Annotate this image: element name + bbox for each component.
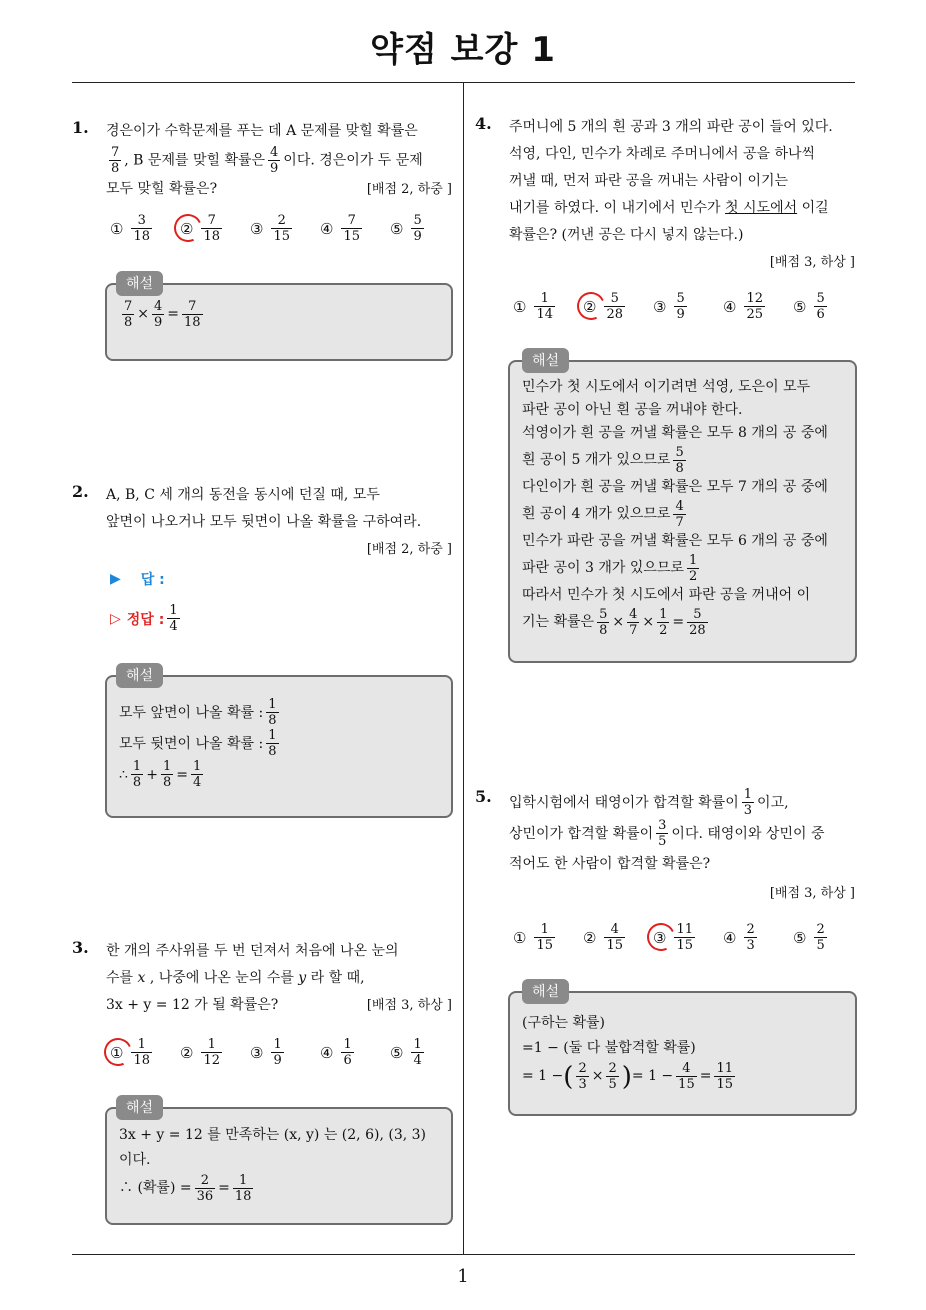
score-label: [배점 3, 하상 ] [769, 255, 855, 270]
page-title: 약점 보강 1 [370, 30, 556, 70]
solution-line: =1 − (둘 다 불합격할 확률) [522, 1040, 696, 1056]
question-text [106, 938, 452, 1019]
score-label: [배점 2, 하중 ] [366, 542, 452, 557]
fraction: $\frac{4}{9}$ [270, 145, 279, 176]
question-line: 적어도 한 사람이 합격할 확률은? [509, 856, 711, 872]
answer-label: 답 : [140, 572, 165, 588]
question-line: A, B, C 세 개의 동전을 동시에 던질 때, 모두 [106, 487, 380, 503]
solution-line: 민수가 파란 공을 꺼낼 확률은 모두 6 개의 공 중에 [522, 533, 828, 549]
page-number: 1 [457, 1266, 469, 1287]
question-line: 경은이가 수학문제를 푸는 데 A 문제를 맞힐 확률은 [106, 123, 418, 139]
solution-box-q5 [508, 991, 857, 1116]
choices-q3 [110, 1037, 450, 1068]
solution-line: 다인이가 흰 공을 꺼낼 확률은 모두 7 개의 공 중에 [522, 479, 828, 495]
question-text [509, 114, 855, 276]
question-3 [72, 938, 452, 1019]
solution-box-q4 [508, 360, 857, 663]
question-5 [475, 787, 855, 909]
choice-3[interactable]: ③ $\frac{1}{9}$ [250, 1037, 282, 1068]
question-line: 석영, 다인, 민수가 차례로 주머니에서 공을 하나씩 [509, 146, 816, 162]
solution-line: 석영이가 흰 공을 꺼낼 확률은 모두 8 개의 공 중에 [522, 425, 828, 441]
choice-4[interactable]: ④ $\frac{2}{3}$ [723, 922, 755, 953]
question-line: 수를 x , 나중에 나온 눈의 수를 y 라 할 때, [106, 970, 365, 986]
choice-4[interactable]: ④ $\frac{7}{15}$ [320, 213, 360, 244]
choice-3[interactable]: ③ $\frac{2}{15}$ [250, 213, 290, 244]
solution-line: 민수가 첫 시도에서 이기려면 석영, 도은이 모두 [522, 379, 811, 395]
solution-line: $\frac{7}{8}$ × $\frac{4}{9}$ = $\frac{7}{18}$ [124, 299, 201, 330]
solution-tag: 해설 [522, 348, 569, 373]
solution-tag: 해설 [116, 1095, 163, 1120]
column-divider [463, 82, 464, 1254]
solution-box-q3 [105, 1107, 453, 1225]
choice-5[interactable]: ⑤ $\frac{2}{5}$ [793, 922, 825, 953]
choice-1[interactable]: ① $\frac{3}{18}$ [110, 213, 150, 244]
answer-row [110, 569, 165, 589]
question-line: 내기를 하였다. 이 내기에서 민수가 첫 시도에서 이길 [509, 200, 829, 216]
choice-5[interactable]: ⑤ $\frac{1}{4}$ [390, 1037, 422, 1068]
solution-box-q2 [105, 675, 453, 818]
question-line: 입학시험에서 태영이가 합격할 확률이 $\frac{1}{3}$ 이고, [509, 787, 789, 818]
question-number: 1. [72, 118, 89, 137]
choice-4[interactable]: ④ $\frac{1}{6}$ [320, 1037, 352, 1068]
choice-3[interactable]: ③ $\frac{5}{9}$ [653, 291, 685, 322]
solution-line: ∴ (확률) = $\frac{2}{36}$ = $\frac{1}{18}$ [119, 1173, 252, 1204]
choice-1[interactable]: ① $\frac{1}{18}$ [110, 1037, 180, 1068]
question-1 [72, 118, 452, 203]
score-label: [배점 2, 하중 ] [366, 182, 452, 197]
solution-line: = 1 − ( $\frac{2}{3}$ × $\frac{2}{5}$ ) = 1 − $\frac{4}{15}$ = $\frac{11}{15}$ [522, 1061, 733, 1092]
correct-answer-value: $\frac{1}{4}$ [169, 603, 178, 634]
question-text [509, 787, 855, 909]
choices-q4 [513, 291, 853, 322]
solution-line: 흰 공이 5 개가 있으므로 $\frac{5}{8}$ [522, 445, 684, 476]
question-line: 꺼낼 때, 먼저 파란 공을 꺼내는 사람이 이기는 [509, 173, 789, 189]
choice-1[interactable]: ① $\frac{1}{14}$ [513, 291, 553, 322]
solution-line: 기는 확률은 $\frac{5}{8}$ × $\frac{4}{7}$ × $\frac{1}{2}$ = $\frac{5}{28}$ [522, 607, 706, 638]
question-number: 3. [72, 938, 89, 957]
solution-line: 파란 공이 아닌 흰 공을 꺼내야 한다. [522, 402, 743, 418]
solution-line: ∴ $\frac{1}{8}$ + $\frac{1}{8}$ = $\frac{1}{4}$ [119, 759, 202, 790]
choice-2[interactable]: ② $\frac{7}{18}$ [180, 213, 250, 244]
solution-line: 이다. [119, 1152, 151, 1168]
question-line: 앞면이 나오거나 모두 뒷면이 나올 확률을 구하여라. [106, 514, 422, 530]
question-line: 주머니에 5 개의 흰 공과 3 개의 파란 공이 들어 있다. [509, 119, 833, 135]
choice-2[interactable]: ② $\frac{5}{28}$ [583, 291, 653, 322]
question-text [106, 482, 452, 563]
question-line: 상민이가 합격할 확률이 $\frac{3}{5}$ 이다. 태영이와 상민이 중 [509, 818, 825, 849]
correct-label: 정답 : [126, 611, 165, 628]
choices-q1 [110, 213, 450, 244]
choice-2[interactable]: ② $\frac{1}{12}$ [180, 1037, 220, 1068]
choice-5[interactable]: ⑤ $\frac{5}{6}$ [793, 291, 825, 322]
solution-tag: 해설 [116, 663, 163, 688]
correct-answer-row [110, 603, 183, 634]
choice-2[interactable]: ② $\frac{4}{15}$ [583, 922, 623, 953]
question-line: 모두 맞힐 확률은? [106, 181, 218, 197]
solution-line: 파란 공이 3 개가 있으므로 $\frac{1}{2}$ [522, 553, 698, 584]
solution-tag: 해설 [522, 979, 569, 1004]
question-line: 확률은? (꺼낸 공은 다시 넣지 않는다.) [509, 227, 744, 243]
solution-line: 따라서 민수가 첫 시도에서 파란 공을 꺼내어 이 [522, 587, 811, 603]
question-line: 한 개의 주사위를 두 번 던져서 처음에 나온 눈의 [106, 943, 399, 959]
choices-q5 [513, 922, 853, 953]
solution-tag: 해설 [116, 271, 163, 296]
choice-1[interactable]: ① $\frac{1}{15}$ [513, 922, 553, 953]
solution-line: 모두 앞면이 나올 확률 : $\frac{1}{8}$ [119, 697, 277, 728]
solution-line: (구하는 확률) [522, 1015, 605, 1031]
score-label: [배점 3, 하상 ] [769, 886, 855, 901]
choice-4[interactable]: ④ $\frac{12}{25}$ [723, 291, 763, 322]
solution-line: 모두 뒷면이 나올 확률 : $\frac{1}{8}$ [119, 728, 277, 759]
question-2 [72, 482, 452, 563]
question-text [106, 118, 452, 203]
play-outline-icon: ▷ [110, 610, 121, 627]
play-icon: ▶ [110, 571, 121, 587]
choice-3[interactable]: ③ $\frac{11}{15}$ [653, 922, 723, 953]
question-line: 3x + y = 12 가 될 확률은? [106, 997, 279, 1013]
solution-line: 3x + y = 12 를 만족하는 (x, y) 는 (2, 6), (3, 3) [119, 1127, 426, 1143]
question-number: 5. [475, 787, 492, 806]
question-line: $\frac{7}{8}$ , B 문제를 맞힐 확률은 $\frac{4}{9}$ 이다. 경은이가 두 문제 [111, 145, 423, 176]
fraction: $\frac{7}{8}$ [111, 145, 120, 176]
bottom-rule [72, 1254, 855, 1255]
score-label: [배점 3, 하상 ] [366, 998, 452, 1013]
solution-line: 흰 공이 4 개가 있으므로 $\frac{4}{7}$ [522, 499, 684, 530]
question-number: 2. [72, 482, 89, 501]
question-4 [475, 114, 855, 276]
question-number: 4. [475, 114, 492, 133]
choice-5[interactable]: ⑤ $\frac{5}{9}$ [390, 213, 422, 244]
